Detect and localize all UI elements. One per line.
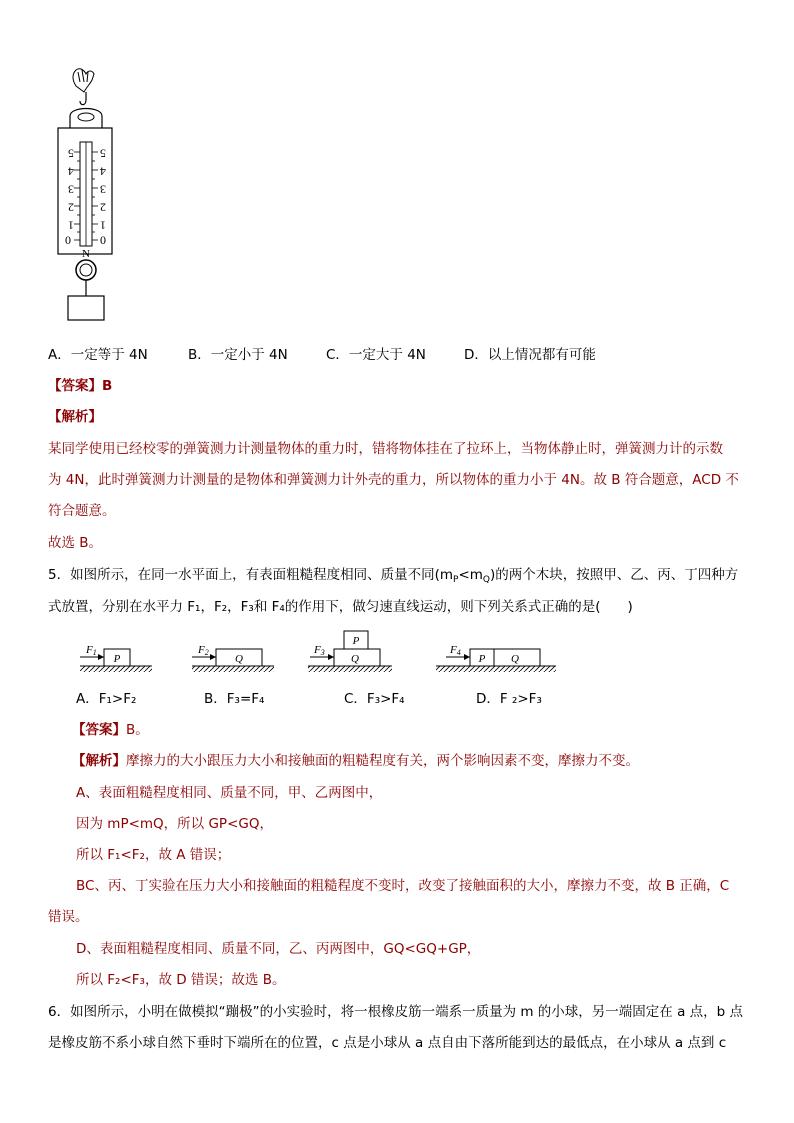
q4-analysis-line: 符合题意。 <box>48 503 116 519</box>
q5-stem-line2: 式放置，分别在水平力 F₁，F₂，F₃和 F₄的作用下，做匀速直线运动，则下列关系式正确的是( ) <box>48 599 633 615</box>
q5-analysis-line: 所以 F₂<F₃，故 D 错误；故选 B。 <box>76 972 286 988</box>
svg-text:P: P <box>352 635 360 647</box>
figure-2 <box>192 644 274 672</box>
svg-text:Q: Q <box>511 653 519 665</box>
q6-stem-line1: 6．如图所示，小明在做模拟“蹦极”的小实验时，将一根橡皮筋一端系一质量为 m 的小球，另一端固定在 a 点，b 点 <box>48 1004 744 1020</box>
q5-analysis-line: D、表面粗糙程度相同、质量不同，乙、丙两图中，GQ<GQ+GP， <box>76 941 481 957</box>
q5-analysis-line: A、表面粗糙程度相同、质量不同，甲、乙两图中， <box>76 785 383 801</box>
option-a: A．F₁>F₂ <box>76 691 137 707</box>
scale-numbers-right <box>100 146 106 247</box>
q5-figures <box>0 626 794 686</box>
scale-num: 4 <box>68 164 74 179</box>
svg-text:F3: F3 <box>314 644 325 657</box>
q4-analysis-line: 某同学使用已经校零的弹簧测力计测量物体的重力时，错将物体挂在了拉环上，当物体静止时，弹簧测力计的示数 <box>48 441 723 457</box>
scale-numbers-left <box>65 146 74 247</box>
option-c: C．一定大于 4N <box>326 347 426 363</box>
scale-handle <box>70 109 102 129</box>
svg-text:F4: F4 <box>450 644 461 657</box>
answer-label: 【答案】 <box>72 722 126 738</box>
q5-analysis-line: BC、丙、丁实验在压力大小和接触面的粗糙程度不变时，改变了接触面积的大小，摩擦力不变，故 B 正确，C <box>76 878 730 894</box>
svg-text:F1: F1 <box>86 644 97 657</box>
q5-options <box>76 690 542 708</box>
q5-answer <box>72 721 149 739</box>
scale-num: 5 <box>100 146 106 161</box>
scale-num: 0 <box>100 233 106 247</box>
analysis-label: 【解析】 <box>72 753 126 769</box>
svg-text:P: P <box>478 653 486 665</box>
q4-analysis-label: 【解析】 <box>48 409 102 425</box>
figure-4 <box>436 644 556 672</box>
q4-answer <box>48 377 112 395</box>
q5-analysis-line: 所以 F₁<F₂，故 A 错误； <box>76 847 231 863</box>
scale-num: 2 <box>100 200 106 215</box>
answer-value: B <box>102 378 113 394</box>
svg-text:Q: Q <box>351 653 359 665</box>
q6-stem-line2: 是橡皮筋不系小球自然下垂时下端所在的位置，c 点是小球从 a 点自由下落所能到达的最低点，在小球从 a 点到 c <box>48 1035 727 1051</box>
option-d: D．以上情况都有可能 <box>464 347 596 363</box>
option-b: B．F₃=F₄ <box>204 691 265 707</box>
scale-num: 5 <box>68 146 74 161</box>
scale-num: 4 <box>100 164 106 179</box>
unit-label: N <box>82 248 90 260</box>
svg-text:P: P <box>113 653 121 665</box>
answer-value: B。 <box>126 722 149 738</box>
scale-num: 3 <box>100 182 106 197</box>
q4-conclusion: 故选 B。 <box>48 535 103 551</box>
q5-analysis-line: 因为 mP<mQ，所以 GP<GQ， <box>76 816 273 832</box>
svg-text:F2: F2 <box>198 644 209 657</box>
q4-options <box>48 346 596 364</box>
option-d: D．F ₂>F₃ <box>476 691 542 707</box>
pull-ring <box>76 260 96 280</box>
scale-num: 1 <box>68 218 74 233</box>
option-c: C．F₃>F₄ <box>344 691 405 707</box>
hanging-object <box>68 296 104 320</box>
hand-icon <box>73 69 94 92</box>
svg-text:Q: Q <box>235 653 243 665</box>
q4-analysis-line: 为 4N，此时弹簧测力计测量的是物体和弹簧测力计外壳的重力，所以物体的重力小于 4N。故 B 符合题意，ACD 不 <box>48 472 739 488</box>
q5-analysis-line: 错误。 <box>48 909 89 925</box>
scale-num: 3 <box>68 182 74 197</box>
figure-1 <box>80 644 152 672</box>
scale-num: 2 <box>68 200 74 215</box>
option-b: B．一定小于 4N <box>188 347 288 363</box>
top-hook <box>80 92 86 105</box>
q5-analysis: 【解析】摩擦力的大小跟压力大小和接触面的粗糙程度有关，两个影响因素不变，摩擦力不变。 <box>72 753 639 769</box>
scale-num: 1 <box>100 218 106 233</box>
q5-stem-line1: 5．如图所示，在同一水平面上，有表面粗糙程度相同、质量不同$(m_P<m_Q)$的两个木块，按照甲、乙、丙、丁四种方 <box>48 567 739 585</box>
scale-num: 0 <box>65 233 71 247</box>
option-a: A．一定等于 4N <box>48 347 148 363</box>
figure-3 <box>308 631 392 672</box>
spring-scale-figure <box>0 0 794 330</box>
answer-label: 【答案】 <box>48 378 102 394</box>
